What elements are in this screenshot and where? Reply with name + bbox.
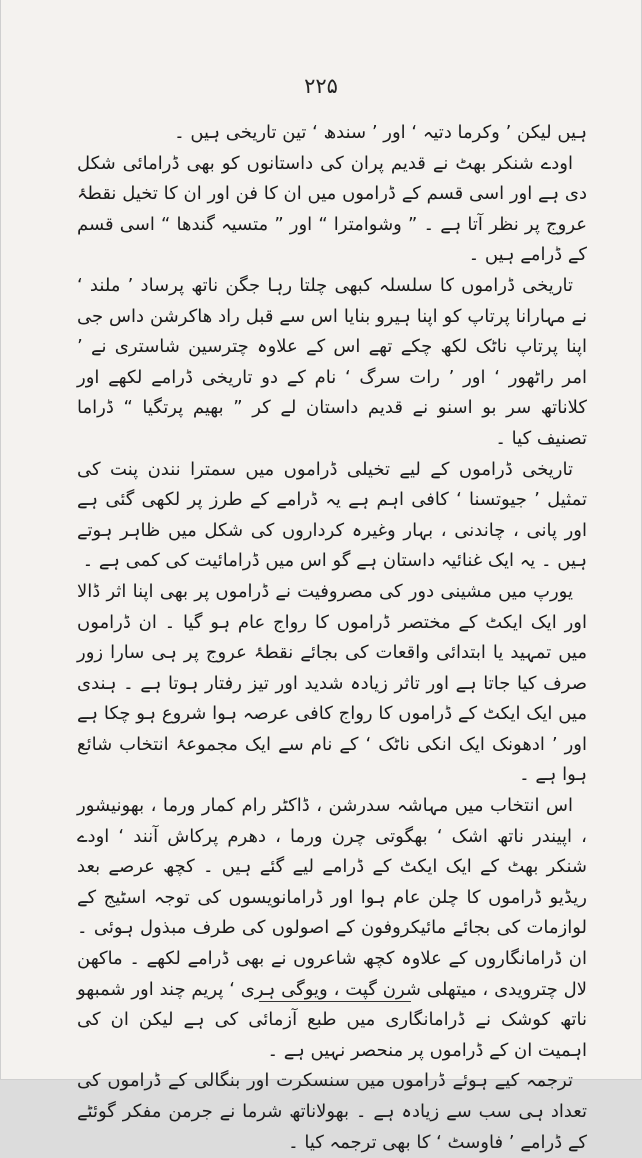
paragraph-3: تاریخی ڈراموں کا سلسلہ کبھی چلتا رہا جگن ناتھ پرساد ’ ملند ‘ نے مہارانا پرتاپ کو اپنا ہیرو بنایا اس سے قبل راد ھاکرشن داس جی اپنا پرتاپ ناٹک لکھ چکے تھے اس کے علاوہ چترسین شاستری نے ’ امر راٹھور ‘ اور ’ رات سرگ ‘ نام کے دو تاریخی ڈرامے لکھے اور کلاناتھ سر بو اسنو نے قدیم داستان لے کر ” بھیم پرتگیا “ ڈراما تصنیف کیا ۔: [77, 274, 587, 449]
paragraph-4: تاریخی ڈراموں کے لیے تخیلی ڈراموں میں سمترا نندن پنت کی تمثیل ’ جیوتسنا ‘ کافی اہم ہے یہ ڈرامے کے طرز پر لکھی گئی ہے اور پانی ، چاندنی ، بہار وغیرہ کرداروں کی شکل میں ظاہر ہوتے ہیں ۔ یہ ایک غنائیہ داستان ہے گو اس میں ڈرامائیت کی کمی ہے ۔: [77, 458, 587, 572]
paragraph-2: اودے شنکر بھٹ نے قدیم پران کی داستانوں کو بھی ڈرامائی شکل دی ہے اور اسی قسم کے ڈراموں میں ان کا فن اور ان کا تخیل نقطۂ عروج پر نظر آتا ہے ۔ ” وشوامترا “ اور ” متسیہ گندھا “ اسی قسم کے ڈرامے ہیں ۔: [77, 152, 587, 266]
paragraph-7: ترجمہ کیے ہوئے ڈراموں میں سنسکرت اور بنگالی کے ڈراموں کی تعداد ہی سب سے زیادہ ہے ۔ بھولاناتھ شرما نے جرمن مفکر گوئٹے کے ڈرامے ’ فاوسٹ ‘ کا بھی ترجمہ کیا ۔: [77, 1070, 587, 1153]
paragraph-1: ہیں لیکن ’ وکرما دتیہ ‘ اور ’ سندھ ‘ تین تاریخی ہیں ۔: [174, 122, 587, 143]
page-number: ۲۲۵: [304, 74, 338, 98]
paragraph-6: اس انتخاب میں مہاشہ سدرشن ، ڈاکٹر رام کمار ورما ، بھونیشور ، اپیندر ناتھ اشک ‘ بھگوتی چرن ورما ، دھرم پرکاش آنند ‘ اودے شنکر بھٹ کے ایک ایکٹ کے ڈرامے لیے گئے ہیں ۔ کچھ عرصے بعد ریڈیو ڈراموں کا چلن عام ہوا اور ڈرامانویسوں کی توجہ اسٹیج کے لوازمات کی بجائے مائیکروفون کے اصولوں کی طرف مبذول ہوئی ۔ ان ڈرامانگاروں کے علاوہ کچھ شاعروں نے بھی ڈرامے لکھے ۔ ماکھن لال چترویدی ، میتھلی شرن گپت ، ویوگی ہری ‘ پریم چند اور شمبھو ناتھ کوشک نے ڈرامانگاری میں طبع آزمائی کی ہے لیکن ان کی اہمیت ان کے ڈراموں پر منحصر نہیں ہے ۔: [77, 795, 587, 1061]
body-text: [77, 118, 587, 1158]
section-divider: [259, 1001, 411, 1002]
paragraph-5: یورپ میں مشینی دور کی مصروفیت نے ڈراموں پر بھی اپنا اثر ڈالا اور ایک ایکٹ کے مختصر ڈراموں کا رواج عام ہو گیا ۔ ان ڈراموں میں تمہید یا ابتدائی واقعات کی بجائے نقطۂ عروج پر ہی سارا زور صرف کیا جاتا ہے اور تاثر زیادہ شدید اور تیز رفتار ہوتا ہے ۔ ہندی میں ایک ایکٹ کے ڈراموں کا رواج کافی عرصہ ہوا شروع ہو چکا ہے اور ’ ادھونک ایک انکی ناٹک ‘ کے نام سے ایک مجموعۂ انتخاب شائع ہوا ہے ۔: [77, 580, 587, 786]
